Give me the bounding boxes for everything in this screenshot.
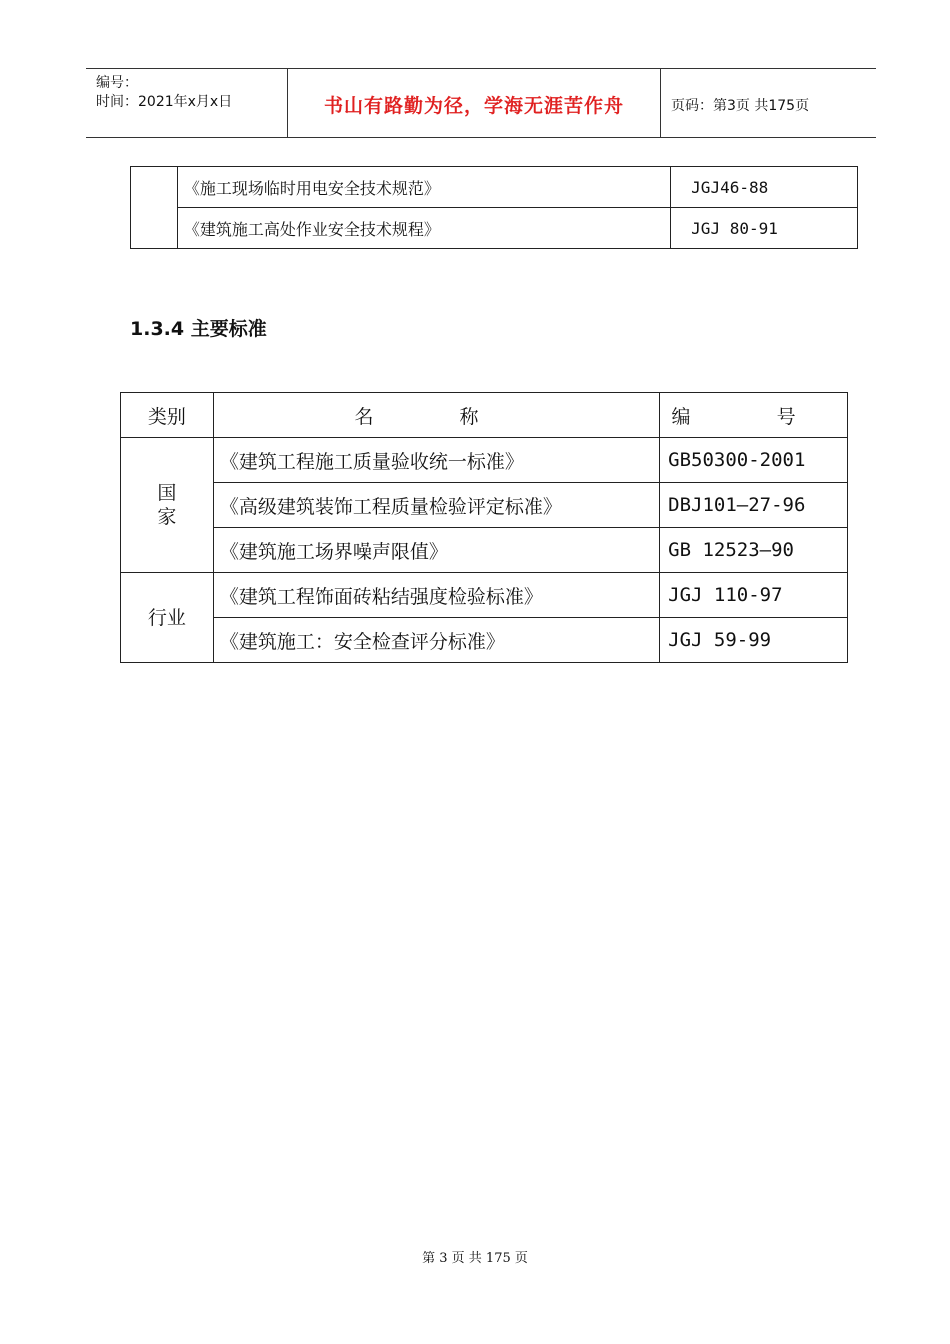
standard-name: 《高级建筑装饰工程质量检验评定标准》	[213, 483, 659, 528]
header-name: 名 称	[213, 393, 659, 438]
header-info-cell	[86, 69, 288, 137]
standard-name: 《建筑施工高处作业安全技术规程》	[177, 208, 670, 249]
table-row	[131, 208, 858, 249]
category-national	[121, 438, 214, 573]
header-page-cell	[661, 69, 876, 137]
main-standards-table	[120, 392, 848, 663]
table-row	[121, 528, 848, 573]
standard-name: 《施工现场临时用电安全技术规范》	[177, 167, 670, 208]
regulations-table-continued	[130, 166, 858, 249]
header-motto-cell	[288, 69, 661, 137]
header-category: 类别	[121, 393, 214, 438]
standard-code: GB50300-2001	[660, 438, 848, 483]
standard-code: JGJ 80-91	[671, 208, 858, 249]
header-code-label: 编号：	[96, 75, 138, 91]
standard-code: JGJ 110-97	[660, 573, 848, 618]
table-row	[121, 618, 848, 663]
page-footer: 第 3 页 共 175 页	[422, 1251, 528, 1266]
standard-name: 《建筑工程饰面砖粘结强度检验标准》	[213, 573, 659, 618]
section-title: 1.3.4 主要标准	[130, 318, 267, 340]
standard-code: JGJ46-88	[671, 167, 858, 208]
page-header	[86, 68, 876, 138]
standard-code: JGJ 59-99	[660, 618, 848, 663]
table-header-row	[121, 393, 848, 438]
standard-name: 《建筑施工场界噪声限值》	[213, 528, 659, 573]
table-row	[121, 438, 848, 483]
standard-name: 《建筑施工：安全检查评分标准》	[213, 618, 659, 663]
category-industry: 行业	[121, 573, 214, 663]
standard-code: DBJ101—27-96	[660, 483, 848, 528]
category-label: 国家	[157, 482, 177, 528]
header-time-label: 时间：2021年x月x日	[96, 94, 233, 110]
header-code: 编 号	[660, 393, 848, 438]
table-row	[121, 573, 848, 618]
category-cell-empty	[131, 167, 178, 249]
standard-name: 《建筑工程施工质量验收统一标准》	[213, 438, 659, 483]
header-page-label: 页码：第3页 共175页	[671, 98, 810, 114]
table-row	[131, 167, 858, 208]
standard-code: GB 12523—90	[660, 528, 848, 573]
table-row	[121, 483, 848, 528]
header-motto: 书山有路勤为径，学海无涯苦作舟	[323, 95, 624, 117]
